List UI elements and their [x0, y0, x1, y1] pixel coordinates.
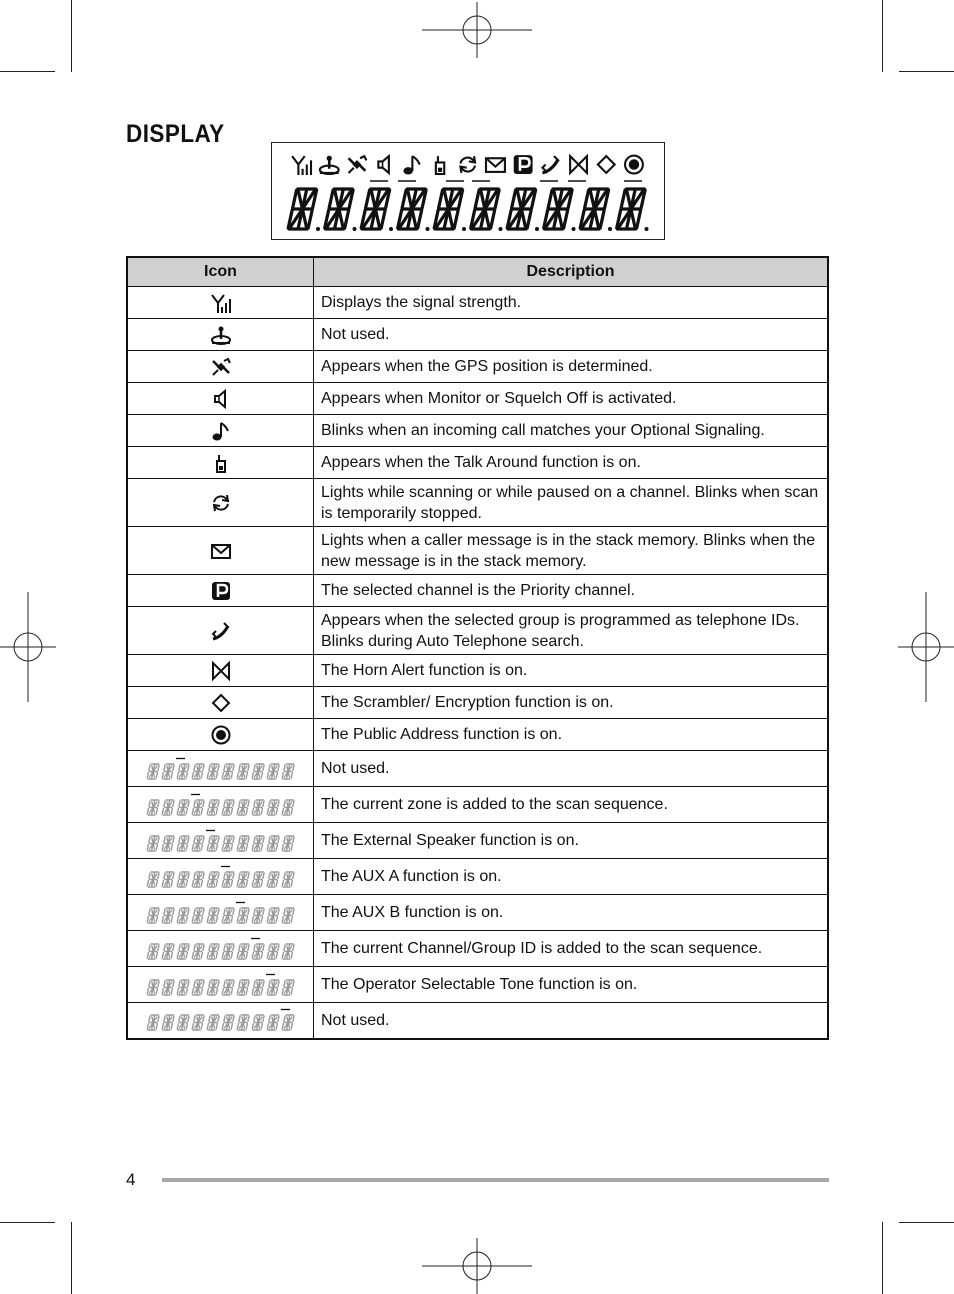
lcd-digit-row [272, 183, 664, 239]
optional-signaling-note-icon [403, 156, 419, 174]
crop-mark [0, 71, 55, 72]
signal-strength-icon [292, 156, 312, 175]
registration-mark-icon [422, 1238, 532, 1294]
signal-strength-icon [210, 292, 232, 314]
icon-cell [127, 687, 314, 719]
table-row [127, 967, 828, 1003]
table-row [127, 823, 828, 859]
table-row [127, 1003, 828, 1039]
scrambler-diamond-icon [210, 692, 232, 714]
table-row [127, 319, 828, 351]
lcd-digit [434, 189, 466, 231]
telephone-icon [542, 156, 558, 173]
talk-around-icon [210, 452, 232, 474]
table-row [127, 787, 828, 823]
table-row [127, 859, 828, 895]
description-cell: Lights when a caller message is in the stack memory. Blinks when the new message is in the stack memory. [314, 527, 829, 575]
description-cell: Not used. [314, 319, 829, 351]
optional-signaling-note-icon [210, 420, 232, 442]
public-address-icon [210, 724, 232, 746]
icon-cell [127, 447, 314, 479]
icon-cell [127, 575, 314, 607]
segment-indicator-icon [145, 972, 297, 998]
icon-column-header: Icon [127, 257, 314, 287]
table-row [127, 895, 828, 931]
icon-cell [127, 967, 314, 1003]
icon-cell [127, 751, 314, 787]
lcd-digit [580, 189, 612, 231]
description-cell: Not used. [314, 1003, 829, 1039]
table-row [127, 527, 828, 575]
lcd-display-illustration [271, 142, 665, 240]
description-cell: The Scrambler/ Encryption function is on. [314, 687, 829, 719]
horn-alert-icon [210, 660, 232, 682]
segment-indicator-icon [145, 828, 297, 854]
segment-indicator-icon [145, 864, 297, 890]
lcd-digit [471, 189, 503, 231]
table-row [127, 687, 828, 719]
gps-antenna-icon [210, 324, 232, 346]
message-envelope-icon [210, 540, 232, 562]
segment-indicator-icon [145, 792, 297, 818]
table-row [127, 479, 828, 527]
description-cell: Appears when the Talk Around function is on. [314, 447, 829, 479]
table-row [127, 719, 828, 751]
table-row [127, 575, 828, 607]
page-number: 4 [126, 1170, 136, 1189]
table-row [127, 655, 828, 687]
table-row [127, 607, 828, 655]
icon-cell [127, 859, 314, 895]
crop-mark [899, 71, 954, 72]
display-icons-table [126, 256, 829, 1040]
public-address-icon [625, 156, 643, 174]
gps-satellite-icon [210, 356, 232, 378]
gps-antenna-icon [320, 156, 339, 174]
priority-p-icon [514, 155, 533, 174]
crop-mark [71, 0, 72, 72]
lcd-digit [544, 189, 576, 231]
icon-cell [127, 719, 314, 751]
segment-indicator-icon [145, 936, 297, 962]
scan-icon [210, 492, 232, 514]
segment-indicator-icon [145, 1007, 297, 1033]
table-row [127, 415, 828, 447]
icon-cell [127, 415, 314, 447]
description-column-header: Description [314, 257, 829, 287]
lcd-digit [617, 189, 649, 231]
priority-p-icon [210, 580, 232, 602]
description-cell: The External Speaker function is on. [314, 823, 829, 859]
monitor-speaker-icon [210, 388, 232, 410]
message-envelope-icon [486, 158, 505, 172]
lcd-digit [361, 189, 393, 231]
lcd-digit [507, 189, 539, 231]
icon-cell [127, 319, 314, 351]
registration-mark-icon [0, 592, 56, 702]
description-cell: Appears when Monitor or Squelch Off is activated. [314, 383, 829, 415]
crop-mark [0, 1222, 55, 1223]
lcd-digit [325, 189, 357, 231]
description-cell: The selected channel is the Priority channel. [314, 575, 829, 607]
table-row [127, 751, 828, 787]
description-cell: Lights while scanning or while paused on a channel. Blinks when scan is temporarily stopped. [314, 479, 829, 527]
table-header-row [127, 257, 828, 287]
icon-cell [127, 787, 314, 823]
description-cell: The Operator Selectable Tone function is on. [314, 967, 829, 1003]
icon-cell [127, 655, 314, 687]
table-row [127, 351, 828, 383]
crop-mark [882, 0, 883, 72]
segment-indicator-icon [145, 756, 297, 782]
crop-mark [882, 1222, 883, 1294]
page-title: DISPLAY [126, 120, 225, 148]
telephone-icon [210, 620, 232, 642]
icon-cell [127, 931, 314, 967]
icon-cell [127, 895, 314, 931]
footer-rule [162, 1178, 829, 1182]
lcd-digit [288, 189, 320, 231]
gps-satellite-icon [349, 156, 367, 173]
description-cell: The current Channel/Group ID is added to the scan sequence. [314, 931, 829, 967]
horn-alert-icon [570, 156, 587, 173]
scrambler-diamond-icon [598, 156, 615, 173]
icon-cell [127, 383, 314, 415]
lcd-digit [398, 189, 430, 231]
icon-cell [127, 527, 314, 575]
segment-indicator-icon [145, 900, 297, 926]
registration-mark-icon [898, 592, 954, 702]
icon-cell [127, 287, 314, 319]
description-cell: Displays the signal strength. [314, 287, 829, 319]
description-cell: The current zone is added to the scan sequence. [314, 787, 829, 823]
crop-mark [899, 1222, 954, 1223]
description-cell: Not used. [314, 751, 829, 787]
description-cell: The AUX A function is on. [314, 859, 829, 895]
scan-icon [460, 156, 475, 173]
table-row [127, 931, 828, 967]
table-row [127, 447, 828, 479]
table-row [127, 287, 828, 319]
description-cell: The Horn Alert function is on. [314, 655, 829, 687]
table-row [127, 383, 828, 415]
registration-mark-icon [422, 2, 532, 58]
description-cell: Appears when the GPS position is determined. [314, 351, 829, 383]
icon-cell [127, 1003, 314, 1039]
icon-cell [127, 479, 314, 527]
description-cell: Blinks when an incoming call matches your Optional Signaling. [314, 415, 829, 447]
description-cell: The AUX B function is on. [314, 895, 829, 931]
monitor-speaker-icon [378, 156, 389, 173]
icon-cell [127, 607, 314, 655]
icon-cell [127, 823, 314, 859]
description-cell: Appears when the selected group is programmed as telephone IDs. Blinks during Auto Telephone search. [314, 607, 829, 655]
crop-mark [71, 1222, 72, 1294]
icon-cell [127, 351, 314, 383]
talk-around-icon [436, 156, 444, 174]
description-cell: The Public Address function is on. [314, 719, 829, 751]
